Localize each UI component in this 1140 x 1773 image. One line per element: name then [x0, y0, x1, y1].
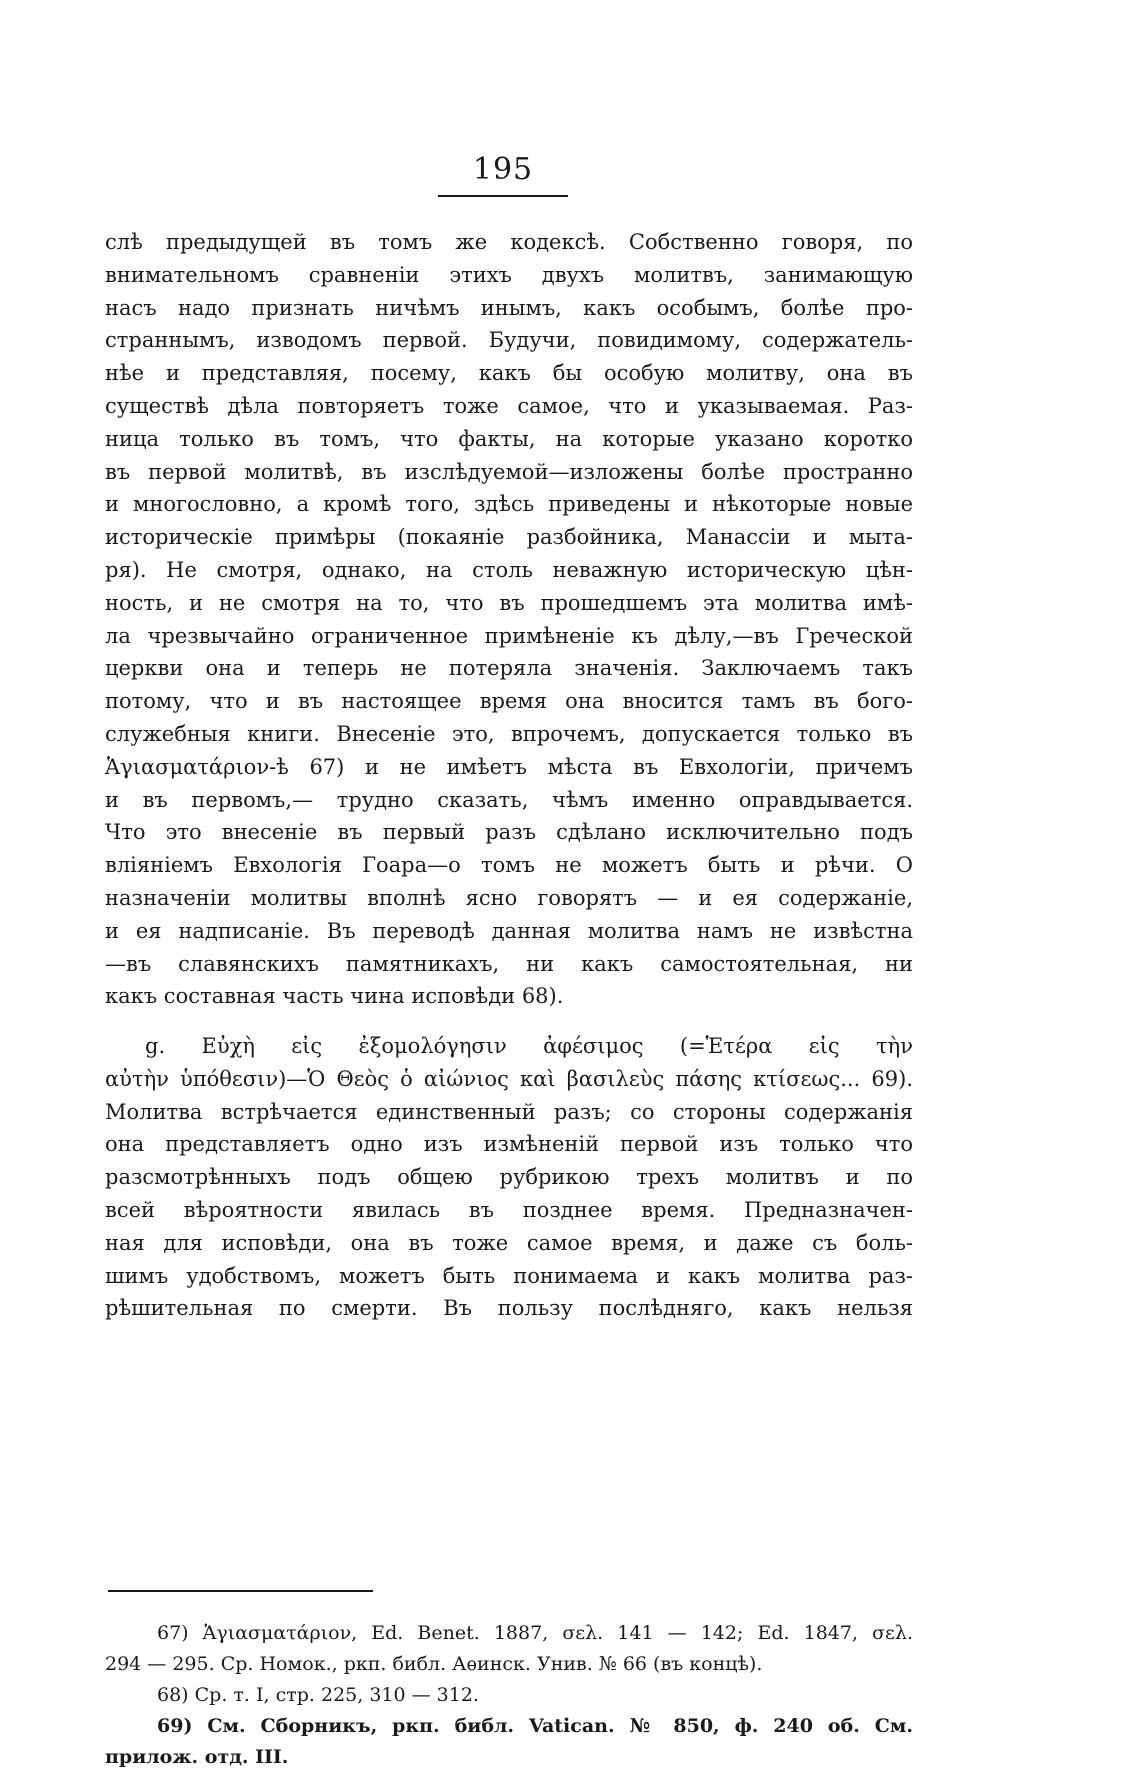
footnotes — [105, 1618, 913, 1773]
text-line: и въ первомъ,— трудно сказать, чѣмъ именно оправдывается. — [105, 787, 913, 812]
text-line: g. Εὐχὴ εἰς ἐξομολόγησιν ἀφέσιμος (=Ἑτέρα εἰς τὴν — [145, 1034, 913, 1058]
text-line: страннымъ, изводомъ первой. Будучи, повидимому, содержатель- — [105, 328, 913, 353]
text-line: какъ составная часть чина исповѣди 68). — [105, 984, 564, 1009]
text-line: потому, что и въ настоящее время она вносится тамъ въ бого- — [105, 689, 913, 714]
text-line: служебныя книги. Внесеніе это, впрочемъ, допускается только въ — [105, 721, 913, 746]
footnote-line: 294 — 295. Ср. Номок., ркп. библ. Аѳинск. Унив. № 66 (въ концѣ). — [105, 1653, 763, 1675]
text-line: ная для исповѣди, она въ тоже самое время, и даже съ боль- — [105, 1230, 913, 1255]
text-line: она представляетъ одно изъ измѣненій первой изъ только что — [105, 1132, 913, 1157]
text-line: церкви она и теперь не потеряла значенія. Заключаемъ такъ — [105, 656, 913, 681]
text-line: Что это внесеніе въ первый разъ сдѣлано исключительно подъ — [105, 820, 913, 845]
text-line: шимъ удобствомъ, можетъ быть понимаема и какъ молитва раз- — [105, 1263, 913, 1288]
page-number: 195 — [472, 152, 534, 187]
footnote-line: 69) См. Сборникъ, ркп. библ. Vatican. № 850, ф. 240 об. См. — [157, 1715, 913, 1737]
text-line: ница только въ томъ, что факты, на которые указано коротко — [105, 426, 913, 451]
text-line: αὐτὴν ὑπόθεσιν)—Ὁ Θεὸς ὁ αἰώνιος καὶ βασιλεὺς πάσης κτίσεως... 69). — [105, 1066, 913, 1091]
text-line: существѣ дѣла повторяетъ тоже самое, что и указываемая. Раз- — [105, 393, 913, 418]
footnote-rule — [108, 1590, 373, 1592]
text-line: всей вѣроятности явилась въ позднее время. Предназначен- — [105, 1197, 913, 1222]
text-line: слѣ предыдущей въ томъ же кодексѣ. Собственно говоря, по — [105, 230, 913, 254]
text-line: ность, и не смотря на то, что въ прошедшемъ эта молитва имѣ- — [105, 590, 913, 615]
text-line: вліяніемъ Евхологія Гоара—о томъ не можетъ быть и рѣчи. О — [105, 853, 913, 878]
text-line: внимательномъ сравненіи этихъ двухъ молитвъ, занимающую — [105, 262, 913, 287]
text-line: въ первой молитвѣ, въ изслѣдуемой—изложены болѣе пространно — [105, 459, 913, 484]
text-line: Ἁγιασματάριον-ѣ 67) и не имѣетъ мѣста въ Евхологіи, причемъ — [105, 754, 913, 779]
footnote-line: 67) Ἁγιασματάριον, Ed. Benet. 1887, σελ. 141 — 142; Ed. 1847, σελ. — [157, 1622, 913, 1644]
text-line: и ея надписаніе. Въ переводѣ данная молитва намъ не извѣстна — [105, 918, 913, 943]
text-line: насъ надо признать ничѣмъ инымъ, какъ особымъ, болѣе про- — [105, 295, 913, 320]
header-rule — [438, 195, 568, 197]
text-line: рѣшительная по смерти. Въ пользу послѣдняго, какъ нельзя — [105, 1296, 913, 1321]
text-line: историческіе примѣры (покаяніе разбойника, Манассіи и мыта- — [105, 525, 913, 550]
text-line: нѣе и представляя, посему, какъ бы особую молитву, она въ — [105, 361, 913, 386]
paragraph-1 — [105, 226, 913, 1013]
text-line: назначеніи молитвы вполнѣ ясно говорятъ — и ея содержаніе, — [105, 885, 913, 910]
text-line: и многословно, а кромѣ того, здѣсь приведены и нѣкоторые новые — [105, 492, 913, 517]
paragraph-2 — [105, 1030, 913, 1325]
text-line: Молитва встрѣчается единственный разъ; со стороны содержанія — [105, 1099, 913, 1124]
text-line: разсмотрѣнныхъ подъ общею рубрикою трехъ молитвъ и по — [105, 1165, 913, 1190]
text-line: ла чрезвычайно ограниченное примѣненіе къ дѣлу,—въ Греческой — [105, 623, 913, 648]
footnote-line: прилож. отд. III. — [105, 1746, 289, 1768]
text-line: ря). Не смотря, однако, на столь неважную историческую цѣн- — [105, 557, 913, 582]
text-line: —въ славянскихъ памятникахъ, ни какъ самостоятельная, ни — [105, 951, 913, 976]
footnote-line: 68) Ср. т. I, стр. 225, 310 — 312. — [157, 1684, 479, 1706]
